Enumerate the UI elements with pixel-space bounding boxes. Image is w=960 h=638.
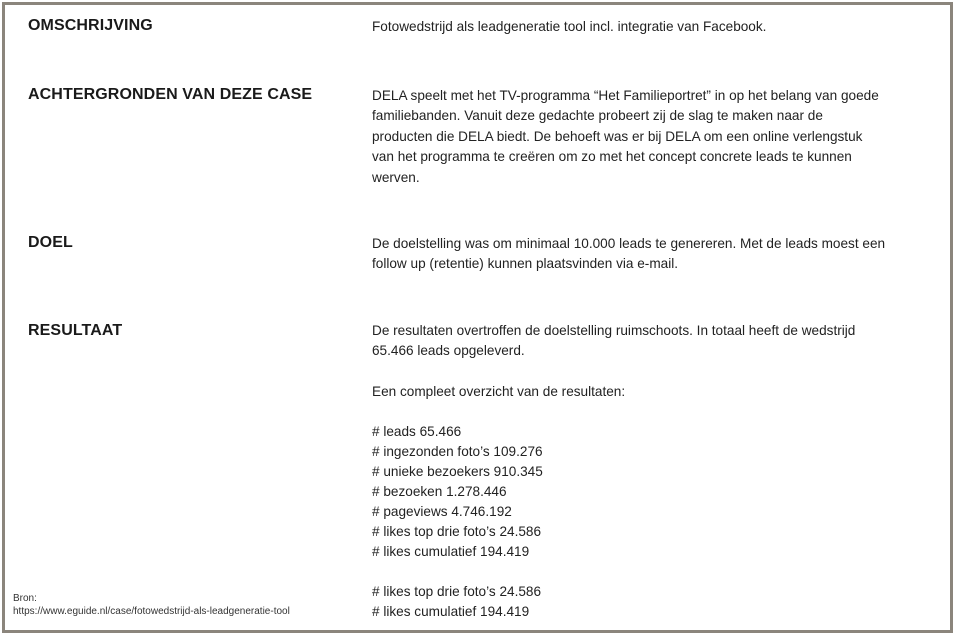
text-line: familiebanden. Vanuit deze gedachte probeert zij de slag te maken naar de	[372, 108, 823, 124]
heading-resultaat: RESULTAAT	[28, 322, 123, 339]
source-label: Bron:	[13, 593, 37, 604]
text-line: producten die DELA biedt. De behoeft was er bij DELA om een online verlengstuk	[372, 128, 863, 144]
stat-item: # bezoeken 1.278.446	[372, 484, 507, 499]
text-line: De doelstelling was om minimaal 10.000 leads te genereren. Met de leads moest een	[372, 236, 886, 251]
heading-doel: DOEL	[28, 234, 73, 251]
text-line: Een compleet overzicht van de resultaten:	[372, 384, 626, 399]
stat-item: # likes cumulatief 194.419	[372, 544, 530, 559]
text-line: follow up (retentie) kunnen plaatsvinden via e-mail.	[372, 256, 679, 272]
stat-item: # likes top drie foto’s 24.586	[372, 524, 542, 539]
text-omschrijving	[372, 17, 940, 37]
stat-item: # likes top drie foto’s 24.586	[372, 584, 542, 599]
heading-achtergronden: ACHTERGRONDEN VAN DEZE CASE	[28, 86, 313, 103]
stat-item: # likes cumulatief 194.419	[372, 604, 530, 619]
text-line: 65.466 leads opgeleverd.	[372, 343, 525, 359]
text-line: Fotowedstrijd als leadgeneratie tool incl. integratie van Facebook.	[372, 19, 767, 34]
text-line: De resultaten overtroffen de doelstelling ruimschoots. In totaal heeft de wedstrijd	[372, 323, 856, 338]
source-url: https://www.eguide.nl/case/fotowedstrijd-als-leadgeneratie-tool	[13, 606, 290, 617]
text-achtergronden	[372, 86, 940, 188]
text-doel	[372, 234, 940, 275]
text-resultaat	[372, 321, 940, 362]
overview-intro	[372, 382, 940, 402]
stat-item: # ingezonden foto’s 109.276	[372, 444, 543, 459]
stat-item: # unieke bezoekers 910.345	[372, 464, 543, 479]
text-line: werven.	[372, 169, 420, 185]
source-citation	[13, 592, 290, 618]
stats-list	[372, 422, 543, 562]
stats-list-repeat	[372, 582, 541, 622]
text-line: DELA speelt met het TV-programma “Het Familieportret” in op het belang van goede	[372, 88, 879, 103]
text-line: van het programma te creëren om zo met het concept concrete leads te kunnen	[372, 149, 852, 165]
stat-item: # leads 65.466	[372, 424, 462, 439]
heading-omschrijving: OMSCHRIJVING	[28, 17, 153, 34]
stat-item: # pageviews 4.746.192	[372, 504, 512, 519]
